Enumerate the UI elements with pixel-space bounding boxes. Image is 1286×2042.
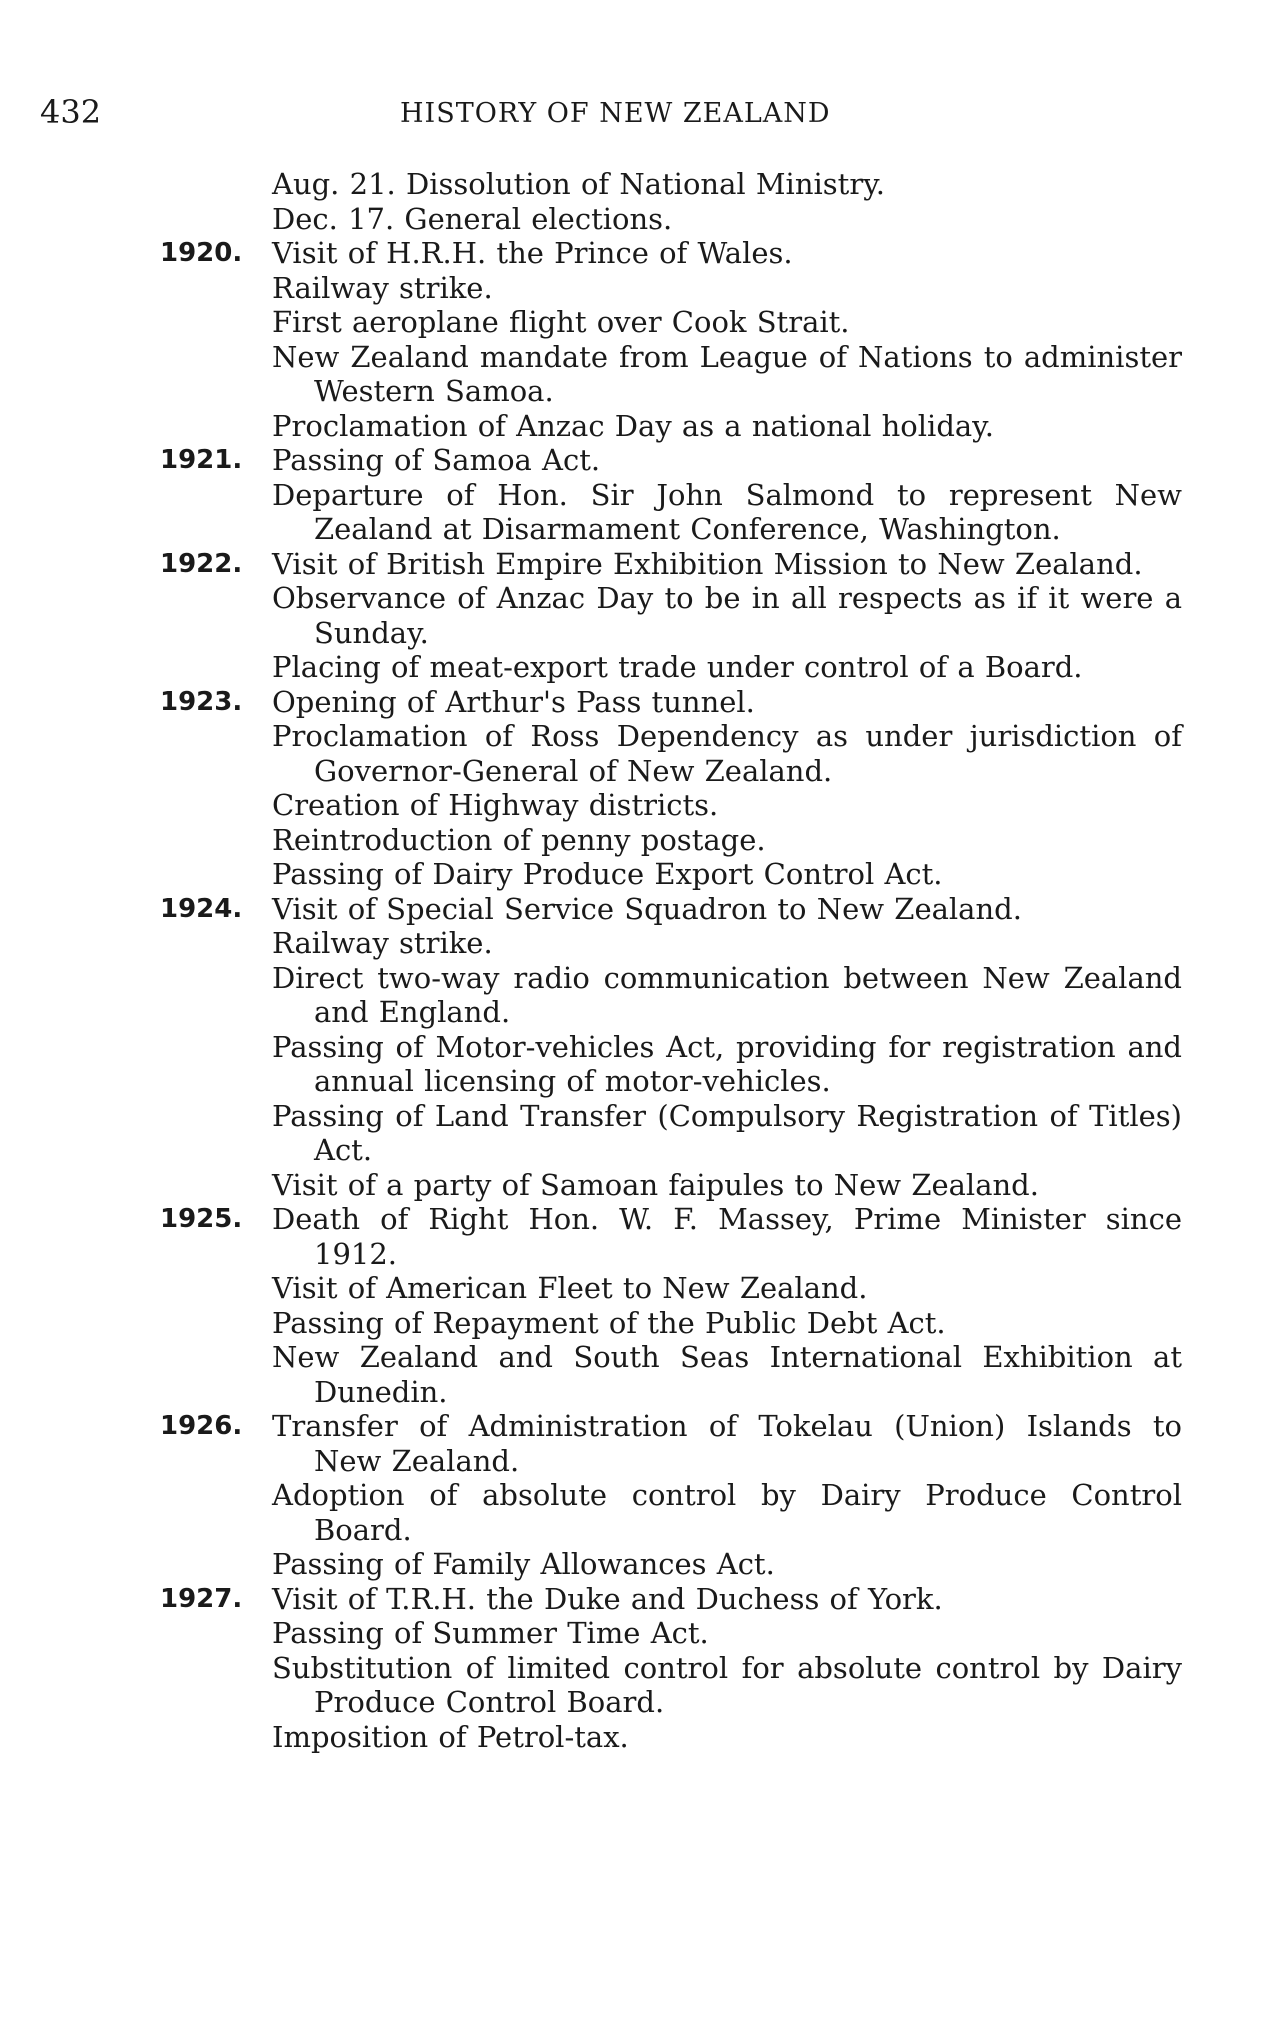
- chronology-entry: Dec. 17. General elections.: [272, 201, 673, 236]
- chronology-entry: Departure of Hon. Sir John Salmond to represent New Zealand at Disarmament Conference, Washington.: [272, 477, 1182, 546]
- page-number: 432: [40, 93, 102, 131]
- chronology-entry: New Zealand and South Seas International Exhibition at Dunedin.: [272, 1340, 1182, 1409]
- year-label: 1925.: [160, 1204, 243, 1234]
- year-label: 1924.: [160, 893, 243, 924]
- chronology-entry: Passing of Family Allowances Act.: [272, 1547, 775, 1581]
- chronology-entry: Imposition of Petrol-tax.: [272, 1719, 629, 1754]
- year-block: [0, 1582, 1286, 1755]
- year-label: 1922.: [160, 548, 243, 579]
- chronology-entry: Visit of H.R.H. the Prince of Wales.: [272, 236, 793, 270]
- chronology-entry: Passing of Repayment of the Public Debt Act.: [272, 1305, 946, 1340]
- chronology-entry: Observance of Anzac Day to be in all respects as if it were a Sunday.: [272, 581, 1182, 650]
- chronology-entry: Opening of Arthur's Pass tunnel.: [272, 684, 755, 719]
- year-block: [0, 892, 1286, 1203]
- running-title: HISTORY OF NEW ZEALAND: [400, 98, 831, 129]
- year-label: 1927.: [160, 1583, 243, 1614]
- year-block: [0, 547, 1286, 685]
- chronology-entry: Passing of Samoa Act.: [272, 443, 601, 477]
- chronology-entry: Creation of Highway districts.: [272, 788, 719, 822]
- chronology-list: [0, 167, 1286, 1754]
- chronology-entry: Passing of Summer Time Act.: [272, 1616, 709, 1650]
- year-label: 1921.: [160, 445, 243, 475]
- chronology-entry: New Zealand mandate from League of Nations to administer Western Samoa.: [272, 339, 1182, 408]
- year-label: 1923.: [160, 686, 243, 717]
- year-block: [0, 1202, 1286, 1409]
- chronology-entry: Placing of meat-export trade under control of a Board.: [272, 650, 1083, 684]
- year-label: 1926.: [160, 1411, 243, 1441]
- chronology-entry: Railway strike.: [272, 926, 493, 960]
- page-header: [40, 92, 1140, 132]
- chronology-entry: Transfer of Administration of Tokelau (Union) Islands to New Zealand.: [272, 1409, 1182, 1478]
- chronology-entry: Substitution of limited control for absolute control by Dairy Produce Control Board.: [272, 1650, 1182, 1719]
- chronology-entry: First aeroplane flight over Cook Strait.: [272, 305, 850, 339]
- year-block: [0, 236, 1286, 443]
- chronology-entry: Proclamation of Ross Dependency as under jurisdiction of Governor-General of New Zealand.: [272, 719, 1182, 788]
- chronology-entry: Direct two-way radio communication between New Zealand and England.: [272, 960, 1182, 1029]
- chronology-entry: Railway strike.: [272, 270, 493, 305]
- chronology-entry: Passing of Motor-vehicles Act, providing for registration and annual licensing of motor-vehicles.: [272, 1029, 1182, 1098]
- chronology-entry: Reintroduction of penny postage.: [272, 822, 766, 857]
- chronology-entry: Proclamation of Anzac Day as a national holiday.: [272, 408, 994, 443]
- chronology-entry: Visit of Special Service Squadron to New Zealand.: [272, 891, 1022, 926]
- year-block: [0, 1409, 1286, 1582]
- chronology-entry: Visit of British Empire Exhibition Mission to New Zealand.: [272, 546, 1143, 581]
- chronology-entry: Death of Right Hon. W. F. Massey, Prime Minister since 1912.: [272, 1202, 1182, 1271]
- chronology-entry: Visit of American Fleet to New Zealand.: [272, 1271, 868, 1305]
- chronology-entry: Adoption of absolute control by Dairy Produce Control Board.: [272, 1478, 1182, 1547]
- chronology-entry: Visit of T.R.H. the Duke and Duchess of York.: [272, 1581, 943, 1616]
- year-block: [0, 443, 1286, 547]
- year-label: 1920.: [160, 238, 243, 268]
- chronology-entry: Aug. 21. Dissolution of National Ministry.: [272, 167, 885, 201]
- year-block: [0, 167, 1286, 236]
- chronology-entry: Passing of Land Transfer (Compulsory Registration of Titles) Act.: [272, 1098, 1182, 1167]
- year-block: [0, 685, 1286, 892]
- chronology-entry: Visit of a party of Samoan faipules to New Zealand.: [272, 1167, 1039, 1202]
- chronology-entry: Passing of Dairy Produce Export Control Act.: [272, 857, 943, 891]
